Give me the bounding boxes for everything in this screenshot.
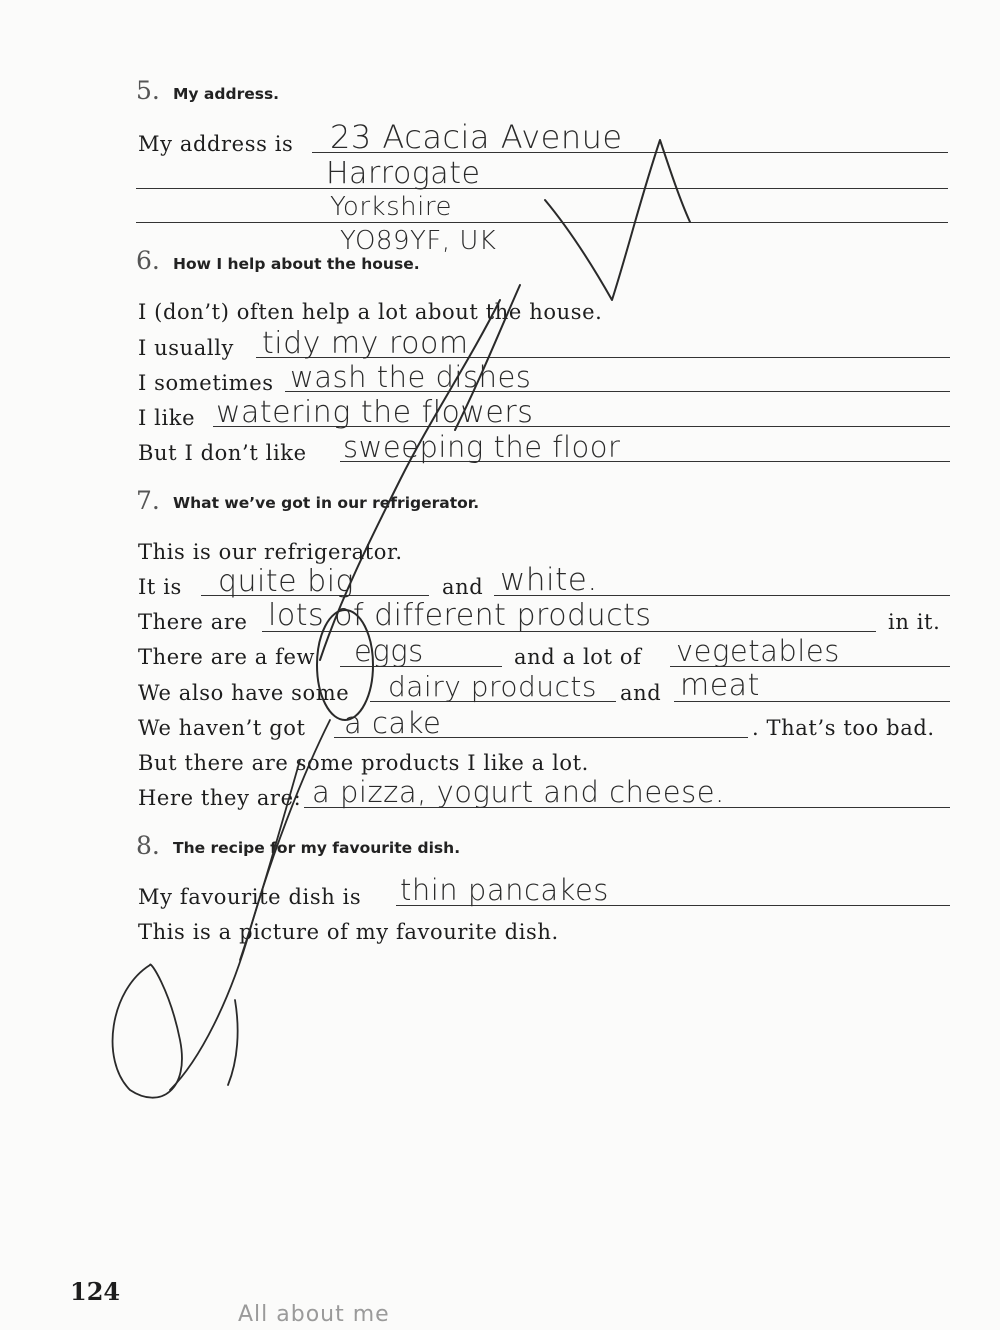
page-number: 124 (70, 1277, 121, 1306)
picture-label: This is a picture of my favourite dish. (138, 920, 559, 944)
but-there-label: But there are some products I like a lot. (138, 751, 589, 775)
address-handwriting-4: YO89YF, UK (340, 226, 497, 256)
section-7-number: 7. (136, 486, 160, 515)
address-label: My address is (138, 132, 294, 156)
havent-handwriting: a cake (344, 706, 442, 740)
section-6-title: How I help about the house. (173, 255, 420, 273)
like-handwriting: watering the flowers (216, 395, 534, 430)
also-and-handwriting: meat (680, 668, 760, 703)
there-are-label: There are (138, 610, 248, 634)
section-7-title: What we’ve got in our refrigerator. (173, 494, 480, 512)
there-are-handwriting: lots of different products (268, 598, 652, 633)
lot-of-label: and a lot of (514, 645, 642, 669)
fav-label: My favourite dish is (138, 885, 362, 909)
sometimes-label: I sometimes (138, 371, 274, 395)
few-handwriting: eggs (354, 634, 424, 668)
sometimes-handwriting: wash the dishes (290, 360, 532, 394)
like-label: I like (138, 406, 196, 430)
section-8-number: 8. (136, 831, 160, 860)
usually-label: I usually (138, 336, 235, 360)
too-bad-label: . That’s too bad. (752, 716, 935, 740)
it-is-label: It is (138, 575, 182, 599)
dont-like-label: But I don’t like (138, 441, 307, 465)
address-handwriting-3: Yorkshire (330, 192, 452, 222)
address-handwriting-1: 23 Acacia Avenue (330, 118, 623, 156)
lot-of-handwriting: vegetables (676, 634, 840, 668)
few-label: There are a few (138, 645, 316, 669)
section-5-title: My address. (173, 85, 280, 103)
section-5-number: 5. (136, 76, 160, 105)
and-label: and (442, 575, 484, 599)
dont-like-handwriting: sweeping the floor (343, 430, 621, 464)
section-6-number: 6. (136, 246, 160, 275)
section-8-title: The recipe for my favourite dish. (173, 839, 461, 857)
also-label: We also have some (138, 681, 350, 705)
address-handwriting-2: Harrogate (326, 156, 481, 191)
and-handwriting: white. (500, 562, 598, 598)
usually-handwriting: tidy my room (262, 326, 469, 361)
fav-handwriting: thin pancakes (400, 873, 609, 907)
here-handwriting: a pizza, yogurt and cheese. (312, 775, 725, 809)
fridge-intro: This is our refrigerator. (138, 540, 403, 564)
in-it-label: in it. (888, 610, 941, 634)
footer-title: All about me (238, 1302, 390, 1327)
help-intro: I (don’t) often help a lot about the house. (138, 300, 603, 324)
havent-label: We haven’t got (138, 716, 306, 740)
also-handwriting: dairy products (388, 670, 597, 703)
it-is-handwriting: quite big (218, 564, 355, 599)
also-and-label: and (620, 681, 662, 705)
here-label: Here they are: (138, 786, 302, 810)
